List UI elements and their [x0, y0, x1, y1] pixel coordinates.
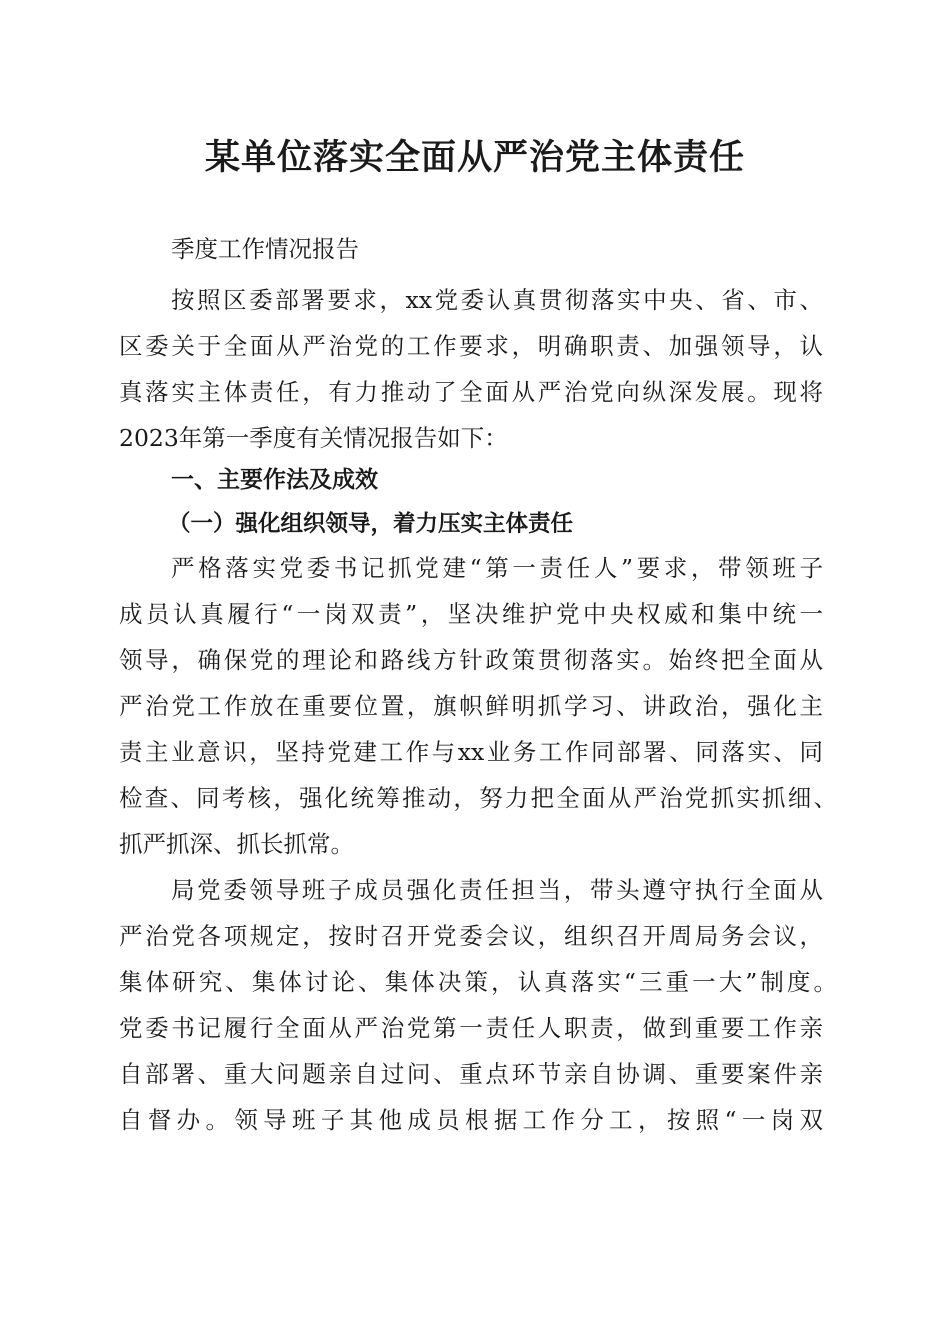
paragraph-line: 自督办。领导班子其他成员根据工作分工，按照“一岗双 — [119, 1106, 823, 1134]
paragraph-line: 成员认真履行“一岗双责”，坚决维护党中央权威和集中统一 — [119, 600, 823, 628]
section-heading: 一、主要作法及成效 — [171, 467, 378, 493]
paragraph-line: 检查、同考核，强化统筹推动，努力把全面从严治党抓实抓细、 — [119, 784, 837, 812]
paragraph-line: 责主业意识，坚持党建工作与xx业务工作同部署、同落实、同 — [119, 738, 823, 766]
intro-line: 区委关于全面从严治党的工作要求，明确职责、加强领导，认 — [119, 332, 823, 360]
paragraph-line: 集体研究、集体讨论、集体决策，认真落实“三重一大”制度。 — [119, 968, 837, 996]
paragraph-line: 自部署、重大问题亲自过问、重点环节亲自协调、重要案件亲 — [119, 1060, 823, 1088]
paragraph-line: 严格落实党委书记抓党建“第一责任人”要求，带领班子 — [171, 554, 823, 582]
subsection-heading: （一）强化组织领导，着力压实主体责任 — [168, 511, 574, 537]
paragraph-line: 严治党工作放在重要位置，旗帜鲜明抓学习、讲政治，强化主 — [119, 692, 823, 720]
intro-line: 真落实主体责任，有力推动了全面从严治党向纵深发展。现将 — [119, 378, 823, 406]
report-subtitle: 季度工作情况报告 — [171, 235, 359, 263]
paragraph-line: 严治党各项规定，按时召开党委会议，组织召开周局务会议， — [119, 922, 823, 950]
intro-line: 按照区委部署要求，xx党委认真贯彻落实中央、省、市、 — [171, 286, 823, 314]
paragraph-line: 抓严抓深、抓长抓常。 — [119, 830, 354, 858]
paragraph-line: 党委书记履行全面从严治党第一责任人职责，做到重要工作亲 — [119, 1014, 823, 1042]
document-title: 某单位落实全面从严治党主体责任 — [204, 137, 745, 178]
intro-line: 2023年第一季度有关情况报告如下： — [119, 424, 508, 452]
paragraph-line: 领导，确保党的理论和路线方针政策贯彻落实。始终把全面从 — [119, 646, 823, 674]
paragraph-line: 局党委领导班子成员强化责任担当，带头遵守执行全面从 — [171, 876, 823, 904]
